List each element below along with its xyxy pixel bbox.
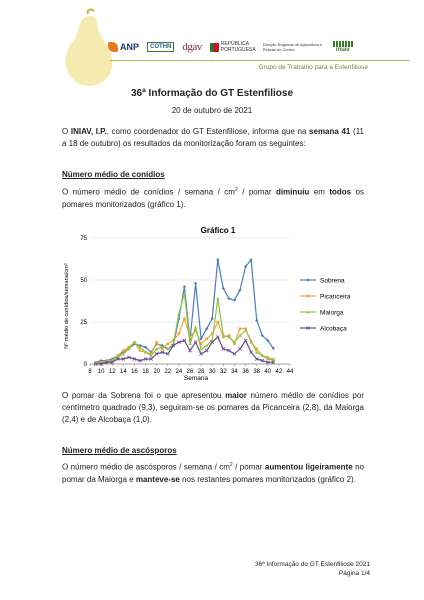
footer-page-number: Página 1/4 xyxy=(338,570,370,577)
page-footer xyxy=(255,560,370,578)
s1-sup: 2 xyxy=(234,187,238,193)
s2-sup: 2 xyxy=(229,462,233,468)
chart-point xyxy=(307,295,310,298)
chart-svg xyxy=(62,224,362,382)
s1r-text-1: O pomar da Sobrena foi o que apresentou xyxy=(62,391,226,400)
chart-point xyxy=(139,349,142,352)
chart-point xyxy=(216,258,219,261)
chart-point xyxy=(239,327,242,330)
chart-point xyxy=(155,341,158,344)
legend-label: Alcobaça xyxy=(320,325,347,333)
chart-grafico-1 xyxy=(62,224,362,382)
republica-portuguesa-logo xyxy=(210,41,255,53)
chart-point xyxy=(306,278,309,281)
s2-text-4: nos restantes pomares monitorizados (gráfico 2). xyxy=(179,474,356,484)
chart-point xyxy=(166,343,169,346)
anp-logo-text: ANP xyxy=(120,42,140,52)
section-conidia-heading: Número médio de conídios xyxy=(62,170,165,179)
s2-bold-2: manteve-se xyxy=(135,474,180,484)
chart-point xyxy=(255,319,258,322)
chart-xtick-label: 40 xyxy=(264,369,272,375)
republica-logo-text: REPÚBLICA PORTUGUESA xyxy=(220,41,256,53)
chart-xtick-label: 28 xyxy=(197,369,205,375)
chart-xtick-label: 26 xyxy=(186,369,194,375)
chart-point xyxy=(188,342,191,345)
chart-xtick-label: 12 xyxy=(108,369,116,375)
intro-text-2: , como coordenador do GT Estenfiliose, informa que na xyxy=(106,127,310,136)
chart-point xyxy=(216,321,219,324)
chart-point xyxy=(122,349,125,352)
s1r-text-2: número médio de conídios por centímetro quadrado (9,3), seguiram-se os pomares da Picanceira (2,8), da Maiorga (2,4) e de Alcobaça (1,0). xyxy=(62,391,364,424)
chart-point xyxy=(183,317,186,320)
iniav-logo xyxy=(333,41,353,53)
chart-point xyxy=(205,338,208,341)
chart-title: Gráfico 1 xyxy=(200,226,236,235)
chart-xlabel: Semana xyxy=(183,375,209,382)
section-conidia-paragraph xyxy=(62,184,364,211)
intro-text-3: (11 a 18 de outubro) os resultados da monitorização foram os seguintes: xyxy=(62,127,364,148)
chart-xtick-label: 18 xyxy=(142,369,149,375)
cothn-logo-text: COTHN xyxy=(150,44,172,50)
chart-xtick-label: 20 xyxy=(153,369,161,375)
intro-org: INIAV, I.P. xyxy=(70,127,107,136)
chart-xtick-label: 42 xyxy=(275,369,283,375)
chart-point xyxy=(216,297,219,300)
chart-ytick-label: 50 xyxy=(80,278,87,284)
chart-xtick-label: 24 xyxy=(175,369,183,375)
s2-text-1: O número médio de ascósporos / semana / cm xyxy=(62,462,230,472)
s1-text-2: / pomar xyxy=(237,187,276,197)
chart-point xyxy=(178,332,181,335)
drap-logo-text: Direção Regional de Agricultura e Pescas do Centro xyxy=(262,42,323,52)
chart-xtick-label: 8 xyxy=(88,369,92,375)
s1r-bold-1: maior xyxy=(225,391,247,400)
s1-text-4: os pomares monitorizados (gráfico 1). xyxy=(62,187,365,209)
anp-logo xyxy=(108,42,139,52)
intro-week: semana 41 xyxy=(309,127,351,136)
s1-bold-1: diminuiu xyxy=(275,187,310,197)
intro-text-1: O xyxy=(62,127,71,136)
footer-line-1: 36ª Informação do GT Estenfiliose 2021 xyxy=(254,561,370,568)
chart-xtick-label: 16 xyxy=(131,369,138,375)
drap-logo xyxy=(263,42,325,52)
s1-bold-2: todos xyxy=(329,187,352,197)
legend-label: Sobrena xyxy=(320,277,345,285)
s1-text-3: em xyxy=(309,187,330,197)
legend-label: Picanceira xyxy=(320,293,351,301)
s1-text-1: O número médio de conídios / semana / cm xyxy=(62,187,235,197)
chart-xtick-label: 32 xyxy=(219,369,227,375)
s2-text-2: / pomar xyxy=(232,462,265,472)
chart-point xyxy=(194,282,197,285)
section-ascospores-paragraph xyxy=(62,459,364,486)
header-divider xyxy=(110,60,410,61)
chart-xtick-label: 36 xyxy=(242,369,249,375)
chart-xtick-label: 34 xyxy=(231,369,238,375)
chart-series-line xyxy=(96,260,274,363)
chart-xtick-label: 38 xyxy=(253,369,261,375)
iniav-logo-text: iniav xyxy=(335,47,350,53)
chart-xtick-label: 30 xyxy=(208,369,216,375)
s2-text-3: no pomar da Maiorga e xyxy=(62,462,364,484)
intro-paragraph xyxy=(62,126,364,150)
section-conidia-result xyxy=(62,390,364,426)
chart-ylabel: Nº médio de conídios/semana/cm² xyxy=(64,263,70,349)
chart-xtick-label: 22 xyxy=(164,369,172,375)
chart-xtick-label: 44 xyxy=(286,369,294,375)
page-date: 20 de outubro de 2021 xyxy=(171,106,253,115)
page-title: 36ª Informação do GT Estenfiliose xyxy=(130,88,294,99)
section-ascospores-heading: Número médio de ascósporos xyxy=(62,446,177,455)
dgav-logo-text: dgav xyxy=(182,41,202,53)
chart-xtick-label: 10 xyxy=(97,369,105,375)
chart-point xyxy=(183,285,186,288)
cothn-logo xyxy=(147,42,174,52)
chart-ytick-label: 25 xyxy=(80,320,87,326)
chart-point xyxy=(194,325,197,328)
chart-xtick-label: 14 xyxy=(119,369,127,375)
legend-label: Maiorga xyxy=(320,309,344,317)
chart-ytick-label: 0 xyxy=(83,362,87,368)
partner-logos xyxy=(108,34,410,60)
dgav-logo xyxy=(182,41,201,53)
portugal-flag-icon xyxy=(210,43,219,52)
chart-ytick-label: 75 xyxy=(80,236,87,242)
anp-mark-icon xyxy=(108,42,118,52)
header-subtitle: Grupo de Trabalho para a Estenfiliose xyxy=(258,64,368,71)
s2-bold-1: aumentou ligeiramente xyxy=(264,462,353,472)
